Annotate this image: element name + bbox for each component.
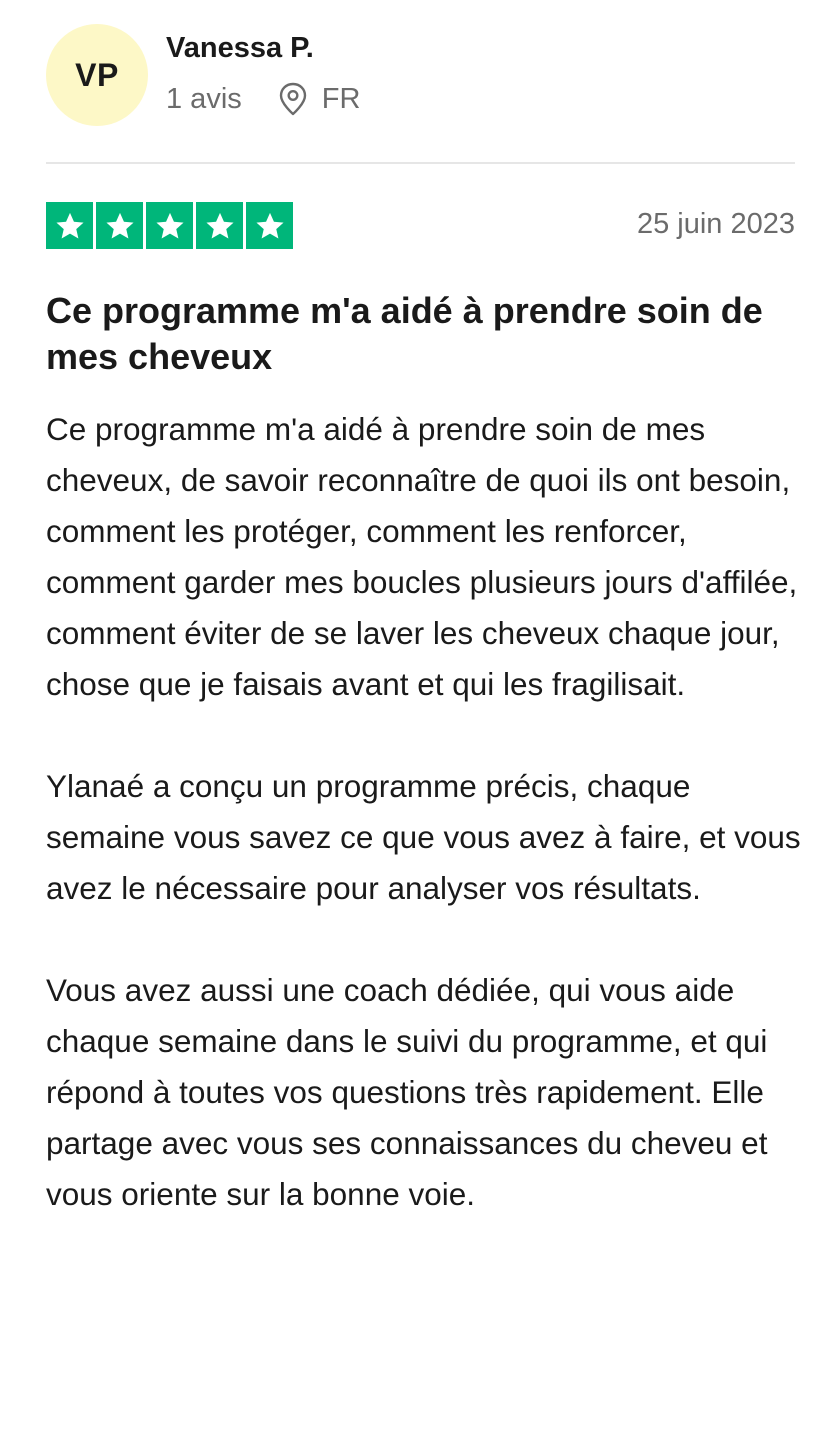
star-icon bbox=[246, 202, 293, 249]
review-date: 25 juin 2023 bbox=[636, 208, 795, 240]
divider bbox=[46, 162, 795, 164]
review-count: 1 avis bbox=[166, 82, 242, 115]
review-paragraph: Ylanaé a conçu un programme précis, chaque semaine vous savez ce que vous avez à faire, et vous avez le nécessaire pour analyser vos résultats. bbox=[46, 768, 801, 906]
avatar[interactable]: VP bbox=[46, 24, 148, 126]
rating-row bbox=[46, 202, 795, 250]
reviewer-country: FR bbox=[321, 82, 361, 115]
reviewer-header bbox=[46, 24, 795, 128]
reviewer-name[interactable]: Vanessa P. bbox=[166, 32, 314, 64]
reviewer-meta bbox=[166, 82, 360, 116]
star-icon bbox=[146, 202, 193, 249]
map-pin-icon bbox=[278, 82, 308, 116]
review-body bbox=[46, 404, 803, 1271]
review-paragraph: Vous avez aussi une coach dédiée, qui vous aide chaque semaine dans le suivi du programme, et qui répond à toutes vos questions très rapidement. Elle partage avec vous ses connaissances du cheveu et vous oriente sur la bonne voie. bbox=[46, 972, 768, 1212]
star-icon bbox=[96, 202, 143, 249]
star-icon bbox=[46, 202, 93, 249]
review-title[interactable]: Ce programme m'a aidé à prendre soin de mes cheveux bbox=[46, 290, 763, 377]
star-icon bbox=[196, 202, 243, 249]
review-paragraph: Ce programme m'a aidé à prendre soin de mes cheveux, de savoir reconnaître de quoi ils ont besoin, comment les protéger, comment les renforcer, comment garder mes boucles plusieurs jours d'affilée, comment éviter de se laver les cheveux chaque jour, chose que je faisais avant et qui les fragilisait. bbox=[46, 411, 798, 702]
